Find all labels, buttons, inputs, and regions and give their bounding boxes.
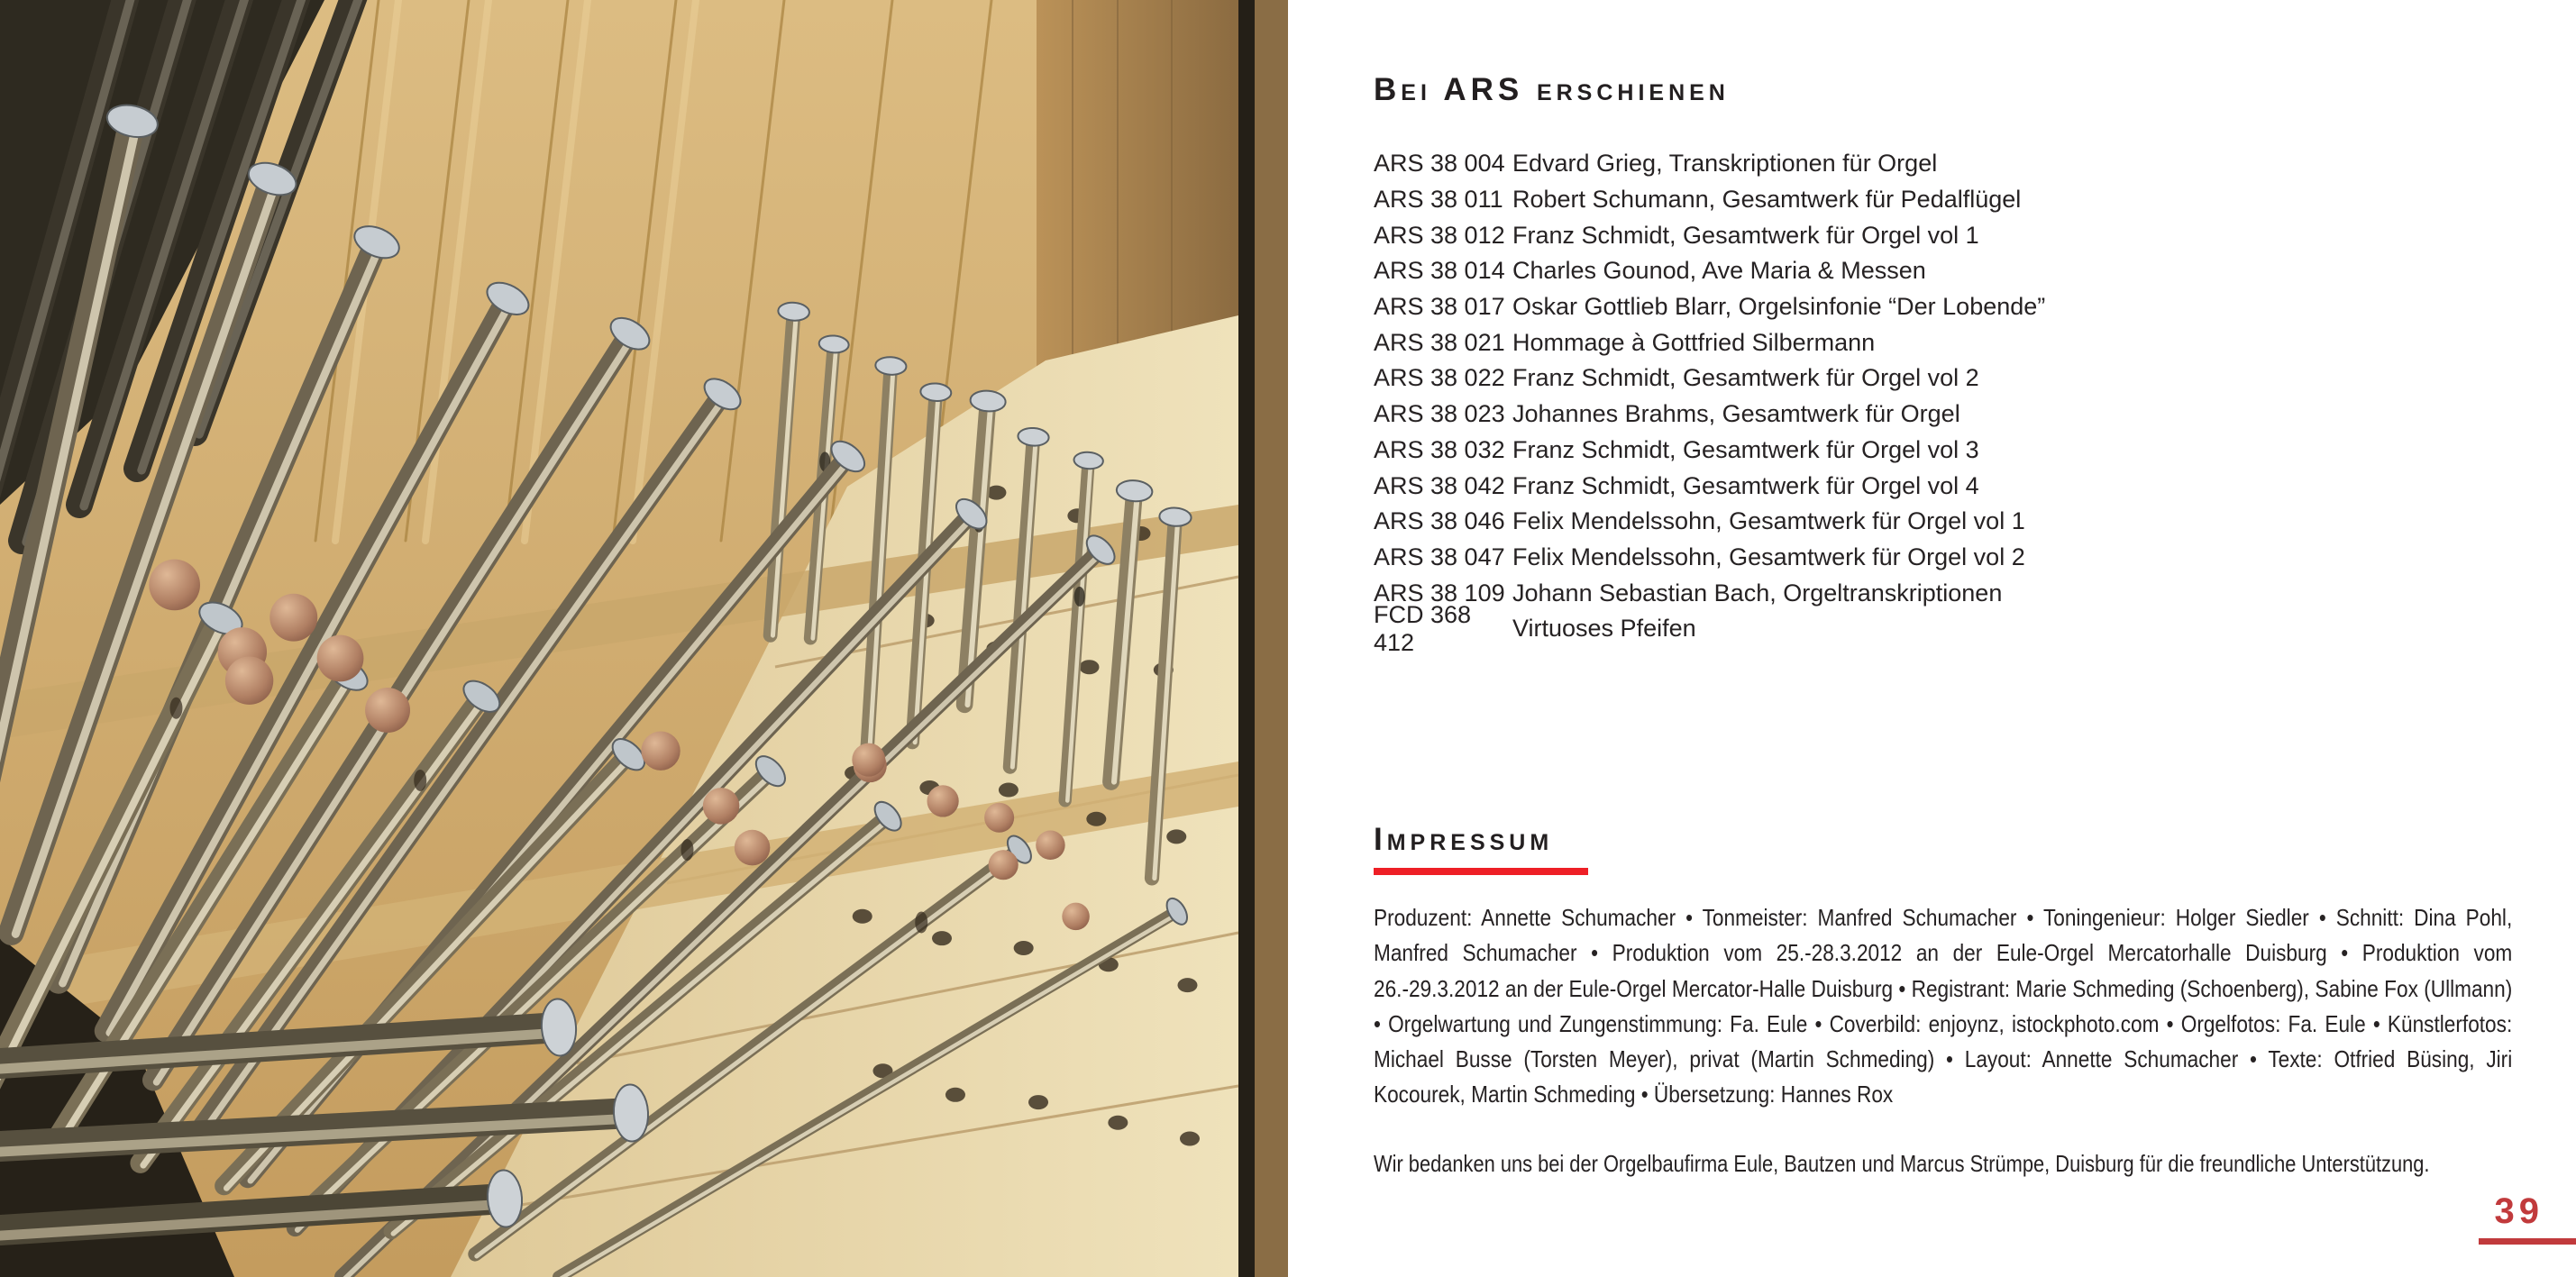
- catalog-code: ARS 38 004: [1374, 150, 1505, 178]
- catalog-title: Franz Schmidt, Gesamtwerk für Orgel vol 1: [1512, 221, 1979, 249]
- catalog-row: [1374, 575, 2518, 611]
- catalog-code: ARS 38 014: [1374, 257, 1505, 285]
- catalog-row: [1374, 433, 2518, 469]
- catalog-title: Charles Gounod, Ave Maria & Messen: [1512, 257, 1926, 285]
- catalog-code: ARS 38 021: [1374, 328, 1505, 356]
- catalog-title: Virtuoses Pfeifen: [1512, 615, 1696, 643]
- catalog-code: ARS 38 017: [1374, 293, 1505, 321]
- impressum-rule: [1374, 868, 1588, 875]
- catalog-code: FCD 368 412: [1374, 600, 1472, 656]
- thanks-text: Wir bedanken uns bei der Orgelbaufirma Eule, Bautzen und Marcus Strümpe, Duisburg für die freundliche Unterstützung.: [1374, 1150, 2430, 1177]
- published-heading: Bei ARS erschienen: [1374, 72, 1730, 107]
- catalog-code: ARS 38 022: [1374, 364, 1505, 392]
- catalog-row: [1374, 468, 2518, 504]
- catalog-title: Felix Mendelssohn, Gesamtwerk für Orgel vol 1: [1512, 507, 2025, 535]
- catalog-row: [1374, 253, 2518, 289]
- catalog-row: [1374, 360, 2518, 397]
- catalog-row: [1374, 182, 2518, 218]
- booklet-page: [1288, 0, 2576, 1277]
- impressum-heading: Impressum: [1374, 822, 1554, 857]
- catalog-code: ARS 38 109: [1374, 579, 1505, 607]
- catalog-code: ARS 38 032: [1374, 435, 1505, 463]
- catalog-code: ARS 38 046: [1374, 507, 1505, 535]
- page-number: 39: [2494, 1191, 2544, 1231]
- catalog-row: [1374, 146, 2518, 182]
- catalog-title: Oskar Gottlieb Blarr, Orgelsinfonie “Der Lobende”: [1512, 293, 2046, 321]
- impressum-text: Produzent: Annette Schumacher • Tonmeister: Manfred Schumacher • Toningenieur: Holger Siedler • Schnitt: Dina Pohl, Manfred Schumacher • Produktion vom 25.-28.3.2012 an der Eule-Orgel Mercatorhalle Duisburg • Produktion vom 26.-29.3.2012 an der Eule-Orgel Mercator-Halle Duisburg • Registrant: Marie Schmeding (Schoenberg), Sabine Fox (Ullmann) • Orgelwartung und Zungenstimmung: Fa. Eule • Coverbild: enjoynz, istockphoto.com • Orgelfotos: Fa. Eule • Künstlerfotos: Michael Busse (Torsten Meyer), privat (Martin Schmeding) • Layout: Annette Schumacher • Texte: Otfried Büsing, Jiri Kocourek, Martin Schmeding • Übersetzung: Hannes Rox: [1374, 904, 2513, 1108]
- catalog-title: Franz Schmidt, Gesamtwerk für Orgel vol 4: [1512, 471, 1979, 499]
- catalog-title: Franz Schmidt, Gesamtwerk für Orgel vol 2: [1512, 364, 1979, 392]
- catalog-title: Hommage à Gottfried Silbermann: [1512, 328, 1876, 356]
- catalog-title: Felix Mendelssohn, Gesamtwerk für Orgel vol 2: [1512, 543, 2025, 570]
- catalog-row: [1374, 217, 2518, 253]
- catalog-list: [1374, 146, 2518, 656]
- catalog-title: Johannes Brahms, Gesamtwerk für Orgel: [1512, 400, 1960, 428]
- catalog-title: Edvard Grieg, Transkriptionen für Orgel: [1512, 150, 1938, 178]
- catalog-row: [1374, 600, 2518, 656]
- catalog-row: [1374, 540, 2518, 576]
- catalog-row: [1374, 289, 2518, 325]
- catalog-code: ARS 38 012: [1374, 221, 1505, 249]
- catalog-code: ARS 38 042: [1374, 471, 1505, 499]
- catalog-title: Johann Sebastian Bach, Orgeltranskriptionen: [1512, 579, 2003, 607]
- catalog-row: [1374, 504, 2518, 540]
- catalog-code: ARS 38 023: [1374, 400, 1505, 428]
- catalog-row: [1374, 324, 2518, 360]
- catalog-title: Robert Schumann, Gesamtwerk für Pedalflügel: [1512, 186, 2022, 214]
- catalog-title: Franz Schmidt, Gesamtwerk für Orgel vol 3: [1512, 435, 1979, 463]
- catalog-row: [1374, 397, 2518, 433]
- page-number-rule: [2479, 1238, 2576, 1245]
- catalog-code: ARS 38 047: [1374, 543, 1505, 570]
- catalog-code: ARS 38 011: [1374, 186, 1503, 214]
